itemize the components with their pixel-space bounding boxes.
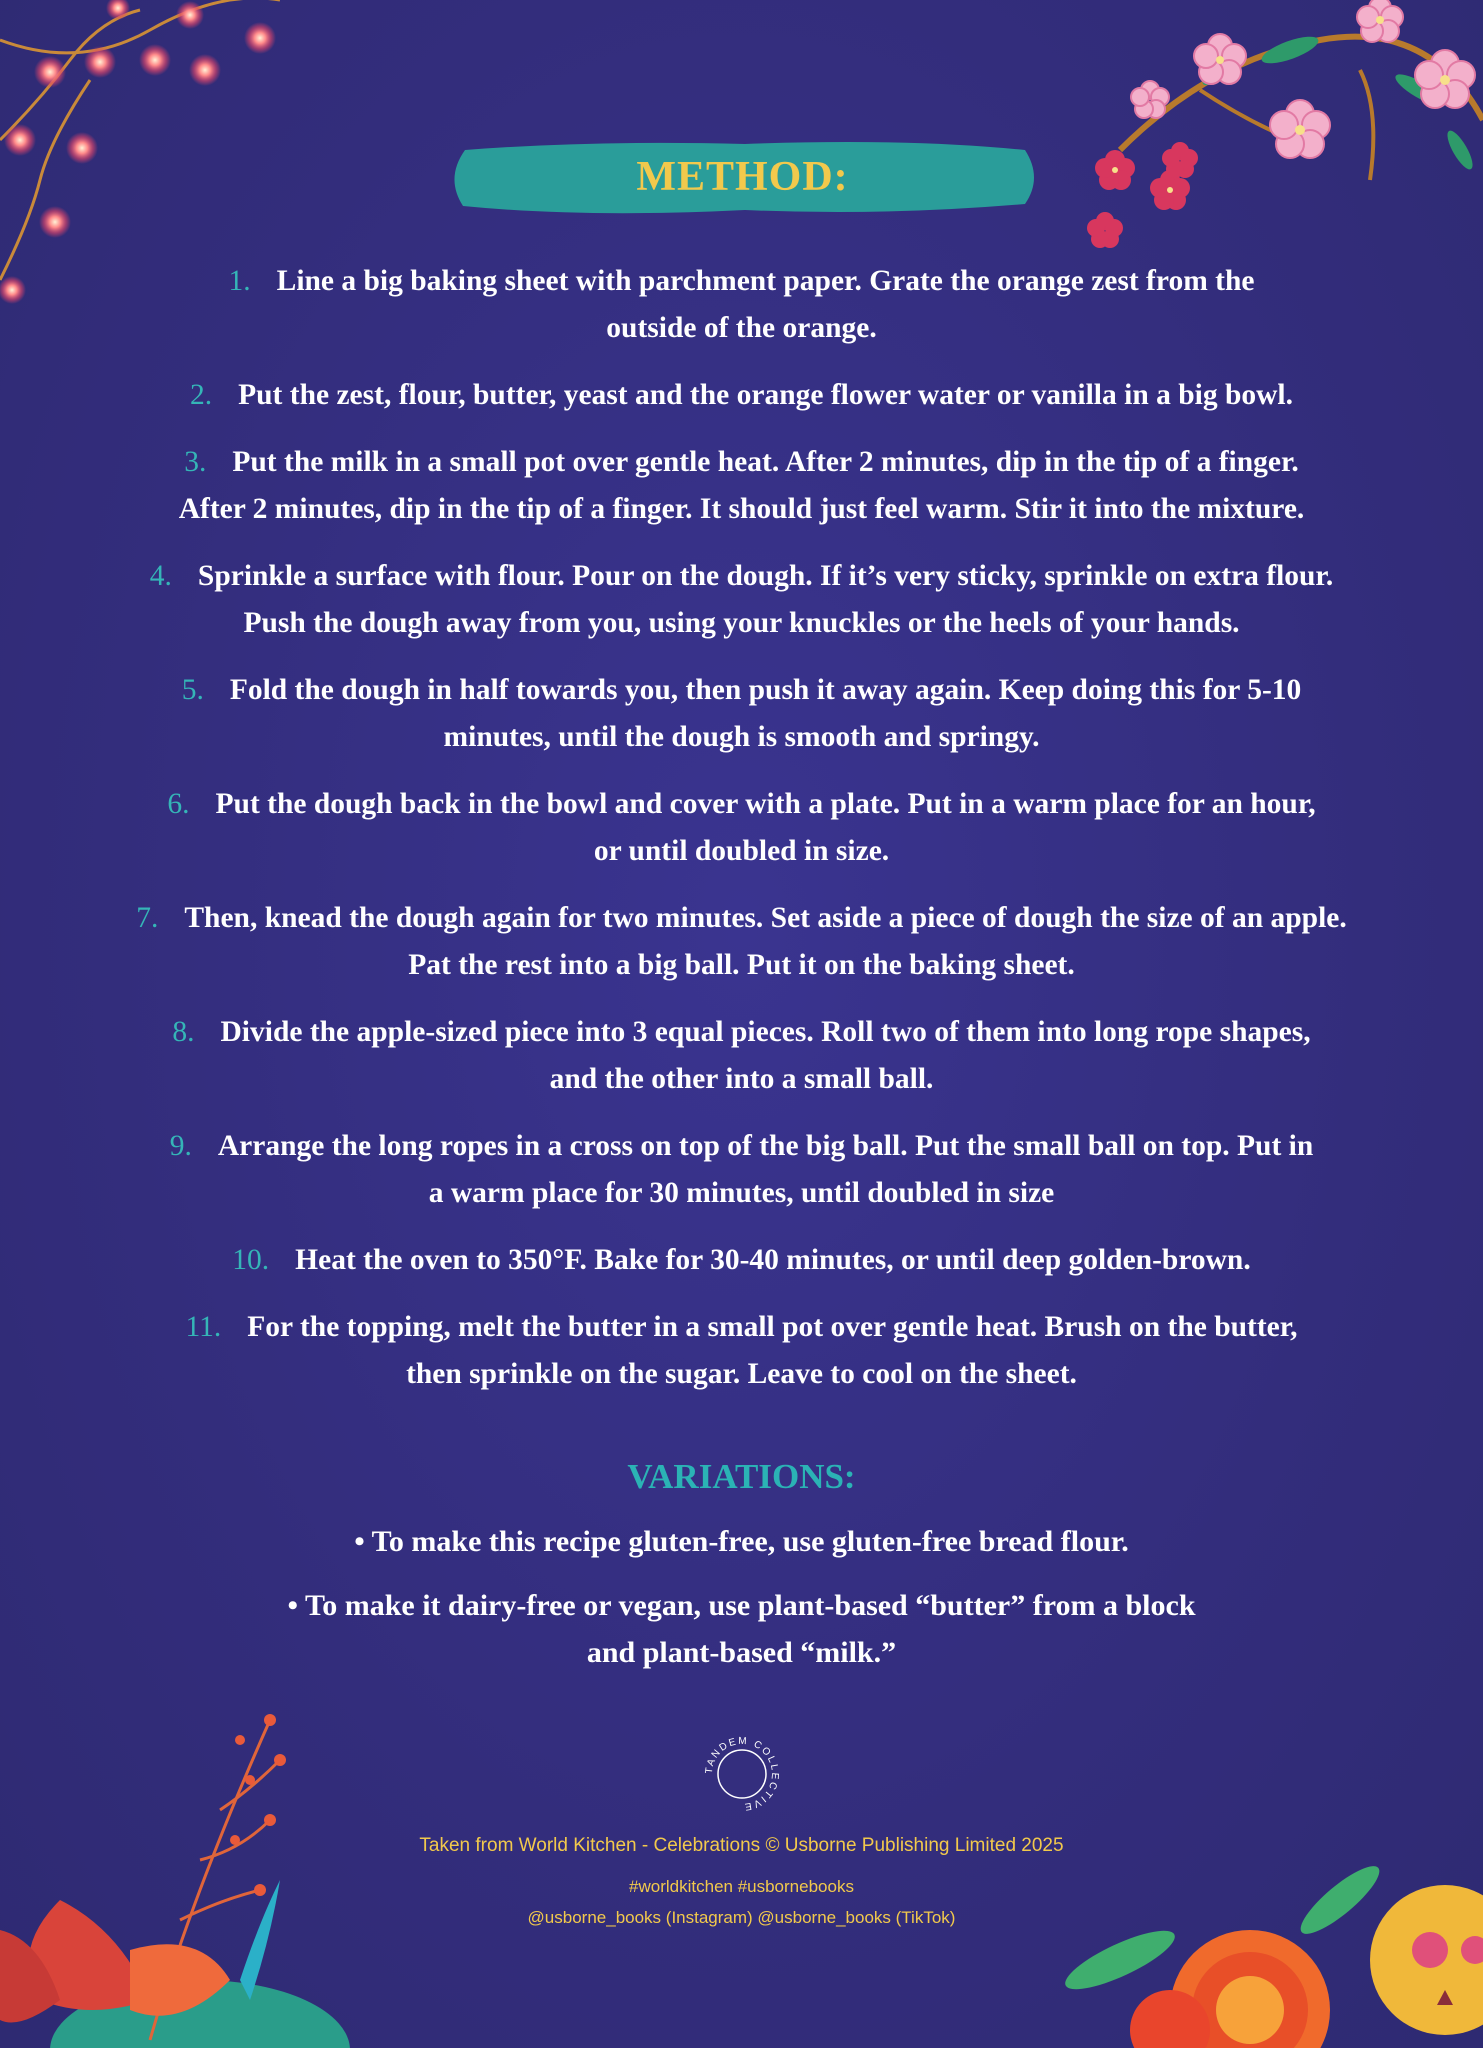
step-line (80, 714, 1403, 761)
flower-branch-decoration (1060, 0, 1483, 260)
step-number: 7. (136, 902, 159, 934)
step-text: Arrange the long ropes in a cross on top of the big ball. Put the small ball on top. Put in (217, 1130, 1314, 1162)
variation-item (150, 1582, 1333, 1676)
source-credit: Taken from World Kitchen - Celebrations © Usborne Publishing Limited 2025 (419, 1835, 1064, 1856)
step-text: Fold the dough in half towards you, then push it away again. Keep doing this for 5-10 (229, 674, 1302, 706)
step-text: and the other into a small ball. (549, 1063, 934, 1095)
method-title-banner (445, 138, 1040, 216)
step-number: 6. (167, 788, 190, 820)
step-number: 3. (184, 446, 207, 478)
step-line (80, 1304, 1403, 1351)
step-line (80, 667, 1403, 714)
method-step (80, 439, 1403, 533)
step-text: a warm place for 30 minutes, until doubled in size (428, 1177, 1055, 1209)
step-line (80, 372, 1403, 419)
social-handles: @usborne_books (Instagram) @usborne_books (TikTok) (527, 1908, 956, 1927)
step-number: 9. (169, 1130, 192, 1162)
tandem-collective-logo (696, 1728, 788, 1820)
step-line (80, 305, 1403, 352)
step-line (80, 553, 1403, 600)
step-line (80, 1351, 1403, 1398)
step-text: After 2 minutes, dip in the tip of a finger. It should just feel warm. Stir it into the mixture. (178, 493, 1305, 525)
variations-title: VARIATIONS: (627, 1457, 856, 1496)
method-step (80, 553, 1403, 647)
method-step (80, 895, 1403, 989)
svg-text:TANDEM COLLECTIVE (704, 1736, 780, 1812)
variations-list (150, 1518, 1333, 1693)
step-line (80, 439, 1403, 486)
variation-line: • To make this recipe gluten-free, use gluten-free bread flour. (354, 1525, 1129, 1558)
step-text: Push the dough away from you, using your knuckles or the heels of your hands. (243, 607, 1240, 639)
method-step (80, 781, 1403, 875)
method-steps-list (80, 258, 1403, 1418)
hashtags: #worldkitchen #usbornebooks (629, 1877, 854, 1896)
step-line (80, 1009, 1403, 1056)
variation-item (150, 1518, 1333, 1565)
variation-line: • To make it dairy-free or vegan, use plant-based “butter” from a block (287, 1589, 1196, 1622)
step-text: Put the zest, flour, butter, yeast and the orange flower water or vanilla in a big bowl. (238, 379, 1293, 411)
step-text: minutes, until the dough is smooth and springy. (443, 721, 1040, 753)
step-line (80, 1237, 1403, 1284)
method-step (80, 1304, 1403, 1398)
step-number: 8. (172, 1016, 195, 1048)
step-text: Line a big baking sheet with parchment paper. Grate the orange zest from the (276, 265, 1255, 297)
step-text: Pat the rest into a big ball. Put it on the baking sheet. (408, 949, 1075, 981)
step-number: 1. (228, 265, 251, 297)
bottom-left-floral-decoration (0, 1700, 360, 2048)
step-line (80, 486, 1403, 533)
step-text: or until doubled in size. (593, 835, 890, 867)
step-text: outside of the orange. (606, 312, 877, 344)
step-text: Then, knead the dough again for two minutes. Set aside a piece of dough the size of an apple. (184, 902, 1347, 934)
method-title: METHOD: (636, 154, 849, 200)
step-line (80, 1123, 1403, 1170)
method-step (80, 258, 1403, 352)
bottom-right-floral-decoration (1050, 1840, 1483, 2048)
method-step (80, 372, 1403, 419)
step-line (80, 895, 1403, 942)
step-number: 4. (149, 560, 172, 592)
step-text: Heat the oven to 350°F. Bake for 30-40 minutes, or until deep golden-brown. (295, 1244, 1251, 1276)
logo-text: TANDEM COLLECTIVE (703, 1735, 781, 1813)
step-line (80, 781, 1403, 828)
step-text: Put the milk in a small pot over gentle heat. After 2 minutes, dip in the tip of a finger. (232, 446, 1299, 478)
step-line (80, 942, 1403, 989)
step-line (80, 600, 1403, 647)
step-text: then sprinkle on the sugar. Leave to cool on the sheet. (406, 1358, 1077, 1390)
step-text: Sprinkle a surface with flour. Pour on the dough. If it’s very sticky, sprinkle on extra flour. (197, 560, 1334, 592)
step-line (80, 1056, 1403, 1103)
step-text: Put the dough back in the bowl and cover with a plate. Put in a warm place for an hour, (215, 788, 1316, 820)
method-step (80, 1009, 1403, 1103)
step-line (80, 1170, 1403, 1217)
step-text: Divide the apple-sized piece into 3 equal pieces. Roll two of them into long rope shapes, (220, 1016, 1311, 1048)
step-number: 10. (232, 1244, 270, 1276)
method-step (80, 1237, 1403, 1284)
variation-line: and plant-based “milk.” (586, 1636, 897, 1669)
step-line (80, 258, 1403, 305)
step-number: 2. (190, 379, 213, 411)
step-line (80, 828, 1403, 875)
step-number: 5. (181, 674, 204, 706)
method-step (80, 1123, 1403, 1217)
method-step (80, 667, 1403, 761)
step-text: For the topping, melt the butter in a small pot over gentle heat. Brush on the butter, (247, 1311, 1298, 1343)
step-number: 11. (185, 1311, 222, 1343)
